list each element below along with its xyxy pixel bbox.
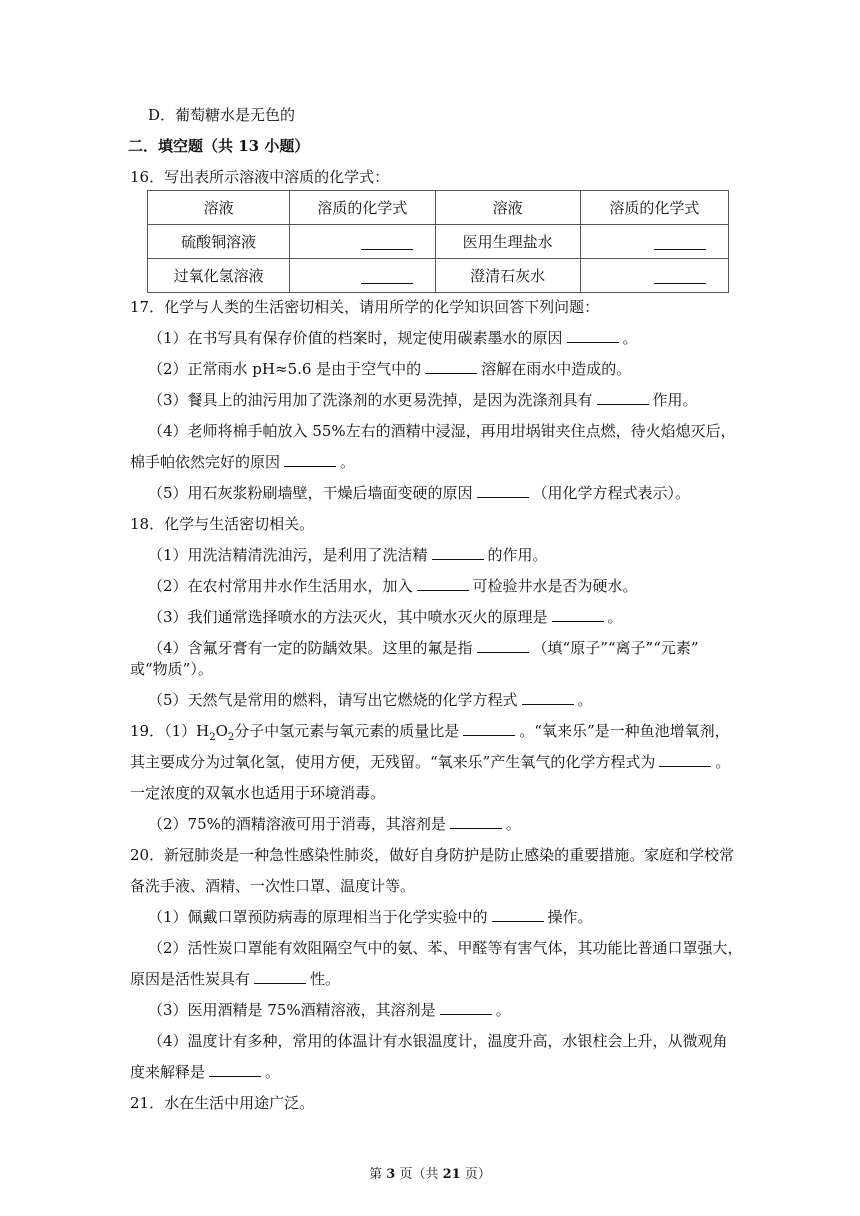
q19-part2: （2）75%的酒精溶液可用于消毒，其溶剂是 。 [148,815,521,833]
answer-blank[interactable] [522,690,574,705]
section-title: 二．填空题（共 13 小题） [128,137,310,155]
answer-blank[interactable] [450,814,502,829]
answer-blank-cell [580,259,728,293]
answer-blank-cell [290,225,435,259]
answer-blank[interactable] [654,269,706,284]
q21-stem: 21．水在生活中用途广泛。 [130,1094,315,1112]
answer-blank[interactable] [432,545,484,560]
q20-part2-cont: 原因是活性炭具有 性。 [130,970,341,988]
answer-blank[interactable] [361,269,413,284]
answer-blank[interactable] [492,907,544,922]
q17-part4-cont: 棉手帕依然完好的原因 。 [130,453,356,471]
q19-part1-cont: 其主要成分为过氧化氢，使用方便，无残留。“氧来乐”产生氧气的化学方程式为 。 [130,753,731,771]
q20-stem: 20．新冠肺炎是一种急性感染性肺炎，做好自身防护是防止感染的重要措施。家庭和学校常 [130,846,735,864]
q17-stem: 17．化学与人类的生活密切相关，请用所学的化学知识回答下列问题： [130,298,600,316]
answer-blank[interactable] [659,752,711,767]
q17-part4: （4）老师将棉手帕放入 55%左右的酒精中浸湿，再用坩埚钳夹住点燃，待火焰熄灭后， [148,422,736,440]
q18-part3: （3）我们通常选择喷水的方法灭火，其中喷水灭火的原理是 。 [148,608,623,626]
q18-part4-cont: 或“物质”）。 [130,660,213,678]
answer-blank[interactable] [417,576,469,591]
table-header-row [148,191,729,225]
table-row [148,225,729,259]
q20-part4: （4）温度计有多种，常用的体温计有水银温度计，温度升高，水银柱会上升，从微观角 [148,1032,728,1050]
answer-blank[interactable] [254,969,306,984]
answer-blank[interactable] [477,638,529,653]
answer-blank[interactable] [209,1062,261,1077]
prev-option-d: D．葡萄糖水是无色的 [148,106,296,124]
q20-part3: （3）医用酒精是 75%酒精溶液，其溶剂是 。 [148,1001,511,1019]
answer-blank[interactable] [361,235,413,250]
answer-blank-cell [290,259,435,293]
q16-stem: 16．写出表所示溶液中溶质的化学式： [130,168,390,186]
q18-part2: （2）在农村常用井水作生活用水，加入 可检验井水是否为硬水。 [148,577,638,595]
table-header-cell: 溶质的化学式 [290,191,435,225]
table-cell: 过氧化氢溶液 [148,259,290,293]
page-footer: 第 3 页（共 21 页） [369,1167,491,1182]
q20-part1: （1）佩戴口罩预防病毒的原理相当于化学实验中的 操作。 [148,908,593,926]
table-cell: 医用生理盐水 [435,225,580,259]
table-cell: 澄清石灰水 [435,259,580,293]
q20-part4-cont: 度来解释是 。 [130,1063,281,1081]
q17-part5: （5）用石灰浆粉刷墙壁，干燥后墙面变硬的原因 （用化学方程式表示）。 [148,484,691,502]
table-header-cell: 溶质的化学式 [580,191,728,225]
answer-blank[interactable] [477,483,529,498]
table-row [148,259,729,293]
table-header-cell: 溶液 [148,191,290,225]
q20-stem-cont: 备洗手液、酒精、一次性口罩、温度计等。 [130,877,416,895]
answer-blank[interactable] [552,607,604,622]
q17-part2: （2）正常雨水 pH≈5.6 是由于空气中的 溶解在雨水中造成的。 [148,360,632,378]
answer-blank-cell [580,225,728,259]
answer-blank[interactable] [284,452,336,467]
table-header-cell: 溶液 [435,191,580,225]
answer-blank[interactable] [654,235,706,250]
q17-part1: （1）在书写具有保存价值的档案时，规定使用碳素墨水的原因 。 [148,329,638,347]
q19-part1-cont2: 一定浓度的双氧水也适用于环境消毒。 [130,784,386,802]
answer-blank[interactable] [425,359,477,374]
answer-blank[interactable] [597,390,649,405]
q18-part5: （5）天然气是常用的燃料，请写出它燃烧的化学方程式 。 [148,691,593,709]
q18-part4: （4）含氟牙膏有一定的防龋效果。这里的氟是指 （填“原子”“离子”“元素” [148,639,699,657]
q18-part1: （1）用洗洁精清洗油污，是利用了洗洁精 的作用。 [148,546,548,564]
q16-table [147,190,729,293]
q20-part2: （2）活性炭口罩能有效阻隔空气中的氨、苯、甲醛等有害气体，其功能比普通口罩强大， [148,939,743,957]
q18-stem: 18．化学与生活密切相关。 [130,515,315,533]
q19-part1: 19．$(1)H_2O_2$分子中氢元素与氧元素的质量比是 。“氧来乐”是一种鱼池增氧剂， [130,722,730,743]
table-cell: 硫酸铜溶液 [148,225,290,259]
answer-blank[interactable] [463,721,515,736]
answer-blank[interactable] [440,1000,492,1015]
answer-blank[interactable] [567,328,619,343]
q17-part3: （3）餐具上的油污用加了洗涤剂的水更易洗掉，是因为洗涤剂具有 作用。 [148,391,698,409]
